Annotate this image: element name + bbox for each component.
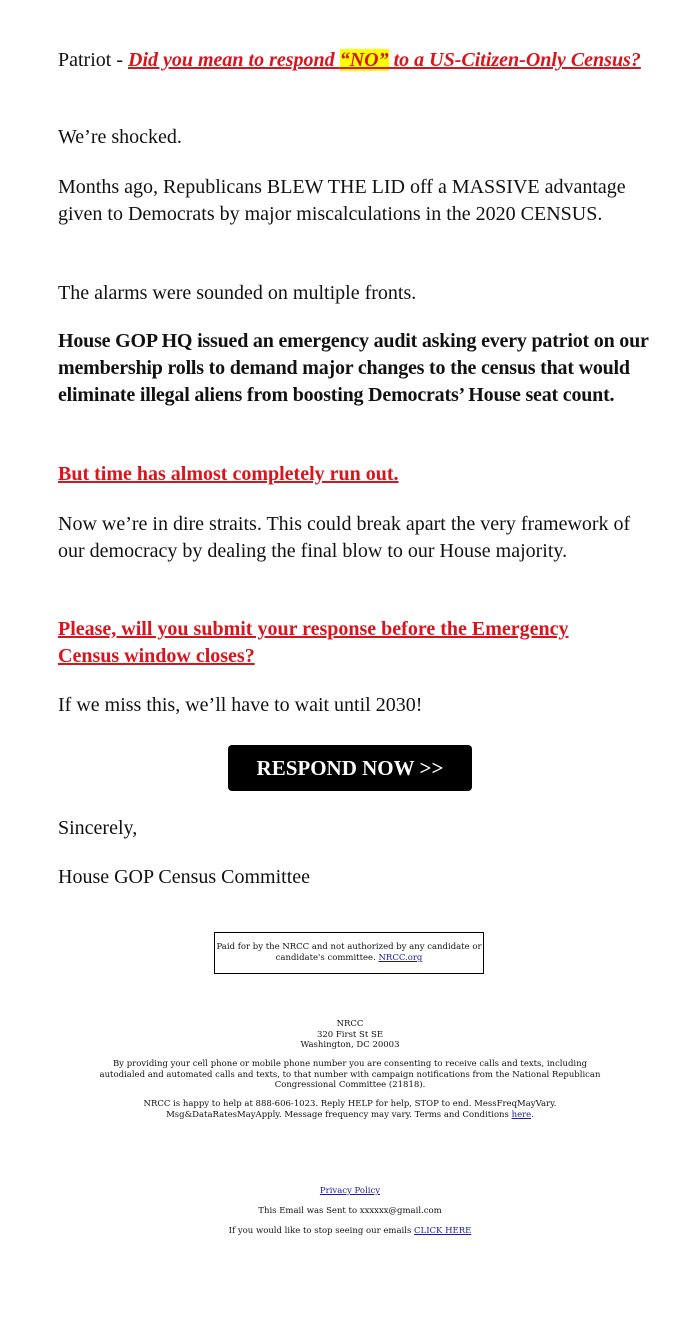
unsubscribe-text: If you would like to stop seeing our emails (228, 1226, 415, 1236)
help-info (95, 1099, 605, 1120)
help-end: . (531, 1109, 534, 1120)
nrcc-org-link[interactable]: NRCC.org (378, 953, 423, 963)
paragraph-submit-response (58, 616, 578, 670)
headline-prefix: Patriot - (58, 49, 128, 71)
paid-for-disclaimer (214, 932, 484, 974)
privacy-policy-row (0, 1186, 700, 1197)
terms-here-link[interactable]: here (511, 1109, 532, 1120)
paragraph-dire-straits: Now we’re in dire straits. This could break apart the very framework of our democracy by dealing the final blow to our House majority. (58, 513, 631, 562)
unsubscribe-row (0, 1226, 700, 1237)
headline-link-text-1: Did you mean to respond (128, 49, 340, 71)
submit-response-link[interactable]: Please, will you submit your response before the Emergency Census window closes? (58, 618, 569, 667)
sent-to-row (0, 1206, 700, 1217)
time-run-out-link[interactable]: But time has almost completely run out. (58, 463, 399, 485)
sent-to-text: This Email was Sent to xxxxxx@gmail.com (258, 1206, 442, 1216)
signature: House GOP Census Committee (58, 866, 311, 888)
sms-consent (95, 1059, 605, 1091)
paragraph-wait-2030: If we miss this, we’ll have to wait until 2030! (58, 694, 423, 716)
paragraph-time-running-out (58, 461, 658, 488)
consent-text: By providing your cell phone or mobile phone number you are consenting to receive calls and texts, including autodialed and automated calls and texts, to that number with campaign notifications from the National Republican Congressional Committee (21818). (99, 1059, 601, 1090)
headline (58, 47, 658, 74)
respond-now-button[interactable]: RESPOND NOW >> (228, 745, 472, 791)
headline-link[interactable] (128, 49, 641, 71)
paragraph-alarms: The alarms were sounded on multiple fronts. (58, 282, 417, 304)
paragraph-shocked: We’re shocked. (58, 126, 182, 148)
address-street: 320 First St SE (316, 1029, 384, 1040)
help-text-line (95, 1099, 605, 1120)
mailing-address (0, 1019, 700, 1051)
highlighted-no: “NO” (339, 49, 389, 71)
unsubscribe-link[interactable]: CLICK HERE (414, 1226, 472, 1236)
privacy-policy-link[interactable]: Privacy Policy (319, 1186, 381, 1196)
disclaimer-text: Paid for by the NRCC and not authorized by any candidate or candidate's committee. (216, 942, 482, 963)
help-text: NRCC is happy to help at 888-606-1023. Reply HELP for help, STOP to end. MessFreqMayVary. Msg&DataRatesMayApply. Message frequency may vary. Terms and Conditions (143, 1099, 557, 1120)
paragraph-census-advantage: Months ago, Republicans BLEW THE LID off a MASSIVE advantage given to Democrats by major miscalculations in the 2020 CENSUS. (58, 176, 626, 225)
address-org: NRCC (336, 1019, 364, 1029)
headline-link-text-2: to a US-Citizen-Only Census? (388, 49, 641, 71)
paragraph-emergency-audit: House GOP HQ issued an emergency audit asking every patriot on our membership rolls to demand major changes to the census that would eliminate illegal aliens from boosting Democrats’ House seat count. (58, 330, 649, 406)
address-city: Washington, DC 20003 (300, 1040, 400, 1050)
closing: Sincerely, (58, 817, 138, 839)
